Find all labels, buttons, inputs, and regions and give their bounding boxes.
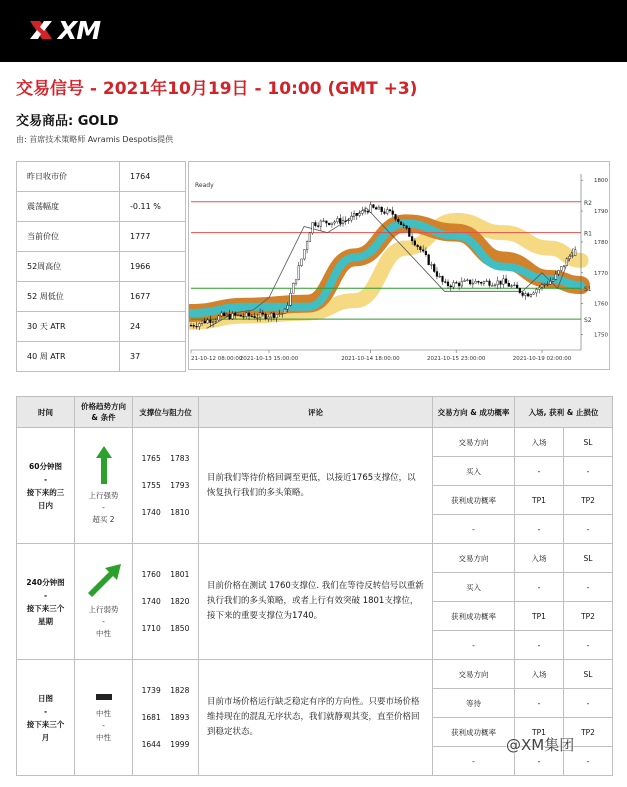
candle-body <box>339 218 341 223</box>
support-level: 1710 <box>141 624 161 633</box>
candle-body <box>298 266 300 280</box>
candle-body <box>417 245 419 247</box>
candle-body <box>281 313 283 314</box>
trade-detail-cell: TP1 <box>515 718 564 747</box>
candle-body <box>392 211 394 215</box>
resistance-level: 1893 <box>170 713 190 722</box>
resistance-level: 1810 <box>170 508 190 517</box>
candle-body <box>574 250 576 256</box>
candle-body <box>295 280 297 284</box>
trade-detail-cell: 获利成功概率 <box>433 486 515 515</box>
sr-pair <box>133 677 198 704</box>
candle-body <box>204 321 206 323</box>
candle-body <box>408 228 410 236</box>
candle-body <box>552 279 554 281</box>
candle-body <box>303 250 305 259</box>
candle-body <box>218 316 220 320</box>
candle-body <box>442 276 444 281</box>
x-tick-label: 2021-10-13 15:00:00 <box>239 356 299 362</box>
candle-body <box>212 321 214 322</box>
candle-body <box>436 272 438 277</box>
candle-body <box>262 313 264 314</box>
stat-value: 1764 <box>120 162 186 192</box>
candle-body <box>279 314 281 315</box>
candle-body <box>502 279 504 284</box>
candle-body <box>425 251 427 255</box>
timeframe-cell <box>17 428 75 544</box>
candle-body <box>276 314 278 317</box>
arrow-up-right-icon <box>87 564 121 598</box>
header-entry-levels: 入场, 获利 & 止损位 <box>515 397 613 428</box>
sr-pair <box>133 445 198 472</box>
trade-detail-cell: SL <box>564 428 613 457</box>
level-label: R1 <box>584 230 592 238</box>
candle-body <box>251 316 253 317</box>
candle-body <box>406 226 408 229</box>
timeframe-line: 60分钟图 <box>29 461 62 471</box>
trade-detail-cell: 获利成功概率 <box>433 718 515 747</box>
timeframe-line: 星期 <box>38 616 53 626</box>
timeframe-line: 接下来的三 <box>26 487 65 497</box>
candle-body <box>566 259 568 266</box>
candle-body <box>419 247 421 250</box>
stat-label: 52周高位 <box>17 252 120 282</box>
header-trend: 价格趋势方向 & 条件 <box>75 397 133 428</box>
candle-body <box>240 315 242 316</box>
header-direction: 交易方向 & 成功概率 <box>433 397 515 428</box>
trade-detail-cell: 等待 <box>433 689 515 718</box>
candle-body <box>232 313 234 318</box>
candle-body <box>198 323 200 326</box>
candle-body <box>359 213 361 215</box>
stats-row <box>17 192 186 222</box>
candle-body <box>314 222 316 225</box>
candle-body <box>469 280 471 284</box>
candle-body <box>254 316 256 317</box>
header-bar <box>0 0 627 62</box>
trade-detail-cell: - <box>515 515 564 544</box>
stat-label: 震荡幅度 <box>17 192 120 222</box>
trend-line: 上行强势 <box>88 490 119 500</box>
candle-body <box>549 281 551 284</box>
candle-body <box>571 256 573 257</box>
candle-body <box>267 317 269 319</box>
candle-body <box>530 294 532 296</box>
trade-detail-cell: SL <box>564 660 613 689</box>
price-chart-svg <box>189 162 611 371</box>
trend-line: 超买 2 <box>92 514 115 524</box>
candle-body <box>245 313 247 317</box>
candle-body <box>569 256 571 258</box>
candle-body <box>433 264 435 271</box>
stat-value: 24 <box>120 312 186 342</box>
resistance-level: 1999 <box>170 740 190 749</box>
stat-label: 当前价位 <box>17 222 120 252</box>
trade-detail-cell: - <box>433 515 515 544</box>
header-support-resistance: 支撑位与阻力位 <box>133 397 199 428</box>
resistance-level: 1820 <box>170 597 190 606</box>
candle-body <box>489 281 491 285</box>
candle-body <box>201 321 203 323</box>
timeframe-line: 日内 <box>38 500 53 510</box>
trade-detail-cell: 买入 <box>433 573 515 602</box>
y-tick-label: 1770 <box>594 270 608 277</box>
candle-body <box>541 284 543 287</box>
candle-body <box>381 207 383 212</box>
level-label: R2 <box>584 199 592 207</box>
stats-row <box>17 162 186 192</box>
trade-detail-cell: - <box>433 631 515 660</box>
candle-body <box>317 226 319 227</box>
candle-body <box>350 216 352 220</box>
stats-row <box>17 282 186 312</box>
timeframe-line: 接下来三个 <box>26 603 65 613</box>
candle-body <box>364 211 366 212</box>
trade-detail-cell: - <box>515 631 564 660</box>
timeframe-line: 接下来三个 <box>26 719 65 729</box>
table-row <box>17 660 613 689</box>
stats-row <box>17 252 186 282</box>
candle-body <box>331 223 333 225</box>
signal-table <box>16 396 613 776</box>
candle-body <box>193 325 195 326</box>
candle-body <box>538 287 540 289</box>
header-comment: 评论 <box>199 397 433 428</box>
timeframe-line: - <box>43 474 48 484</box>
stat-value: 1777 <box>120 222 186 252</box>
stat-value: 1966 <box>120 252 186 282</box>
sr-pair <box>133 472 198 499</box>
candle-body <box>533 293 535 294</box>
trade-detail-cell: - <box>515 457 564 486</box>
trade-detail-cell: - <box>515 573 564 602</box>
header-timeframe: 时间 <box>17 397 75 428</box>
candle-body <box>439 276 441 277</box>
candle-body <box>345 221 347 222</box>
candle-body <box>301 259 303 266</box>
chart-status-label: Ready <box>195 182 214 189</box>
author-byline: 由: 首席技术策略师 Avramis Despotis提供 <box>16 135 174 144</box>
timeframe-line: 日图 <box>38 693 53 703</box>
support-level: 1681 <box>141 713 161 722</box>
candle-body <box>323 221 325 222</box>
trade-detail-cell: 交易方向 <box>433 428 515 457</box>
table-row <box>17 544 613 573</box>
support-level: 1760 <box>141 570 161 579</box>
candle-body <box>234 313 236 315</box>
resistance-level: 1801 <box>170 570 190 579</box>
watermark: @XM集团 <box>506 736 575 754</box>
trade-detail-cell: TP1 <box>515 602 564 631</box>
y-tick-label: 1780 <box>594 239 608 246</box>
support-level: 1644 <box>141 740 161 749</box>
candle-body <box>259 313 261 318</box>
candle-body <box>375 208 377 210</box>
x-tick-label: 2021-10-14 18:00:00 <box>341 356 400 362</box>
trade-detail-cell: SL <box>564 544 613 573</box>
trade-detail-cell: 获利成功概率 <box>433 602 515 631</box>
candle-body <box>207 320 209 323</box>
trend-line: 中性 <box>96 708 111 718</box>
candle-body <box>367 211 369 212</box>
comment-cell: 目前我们等待价格回调至更低，以接近1765支撑位，以恢复执行我们的多头策略。 <box>199 428 433 544</box>
candle-body <box>431 264 433 265</box>
candle-body <box>461 281 463 285</box>
trend-line: 中性 <box>96 628 111 638</box>
candle-body <box>519 288 521 292</box>
sr-pair <box>133 588 198 615</box>
candle-body <box>337 218 339 221</box>
timeframe-cell <box>17 660 75 776</box>
support-level: 1740 <box>141 508 161 517</box>
candle-body <box>544 284 546 285</box>
candle-body <box>422 250 424 251</box>
candle-body <box>395 214 397 219</box>
candle-body <box>522 293 524 296</box>
candle-body <box>248 313 250 316</box>
trade-detail-cell: 买入 <box>433 457 515 486</box>
candle-body <box>353 213 355 216</box>
stats-row <box>17 312 186 342</box>
candle-body <box>229 314 231 319</box>
trend-line: - <box>102 616 105 626</box>
stat-label: 40 周 ATR <box>17 342 120 372</box>
candle-body <box>384 212 386 214</box>
sr-pair <box>133 615 198 642</box>
resistance-level: 1850 <box>170 624 190 633</box>
candle-body <box>348 220 350 221</box>
timeframe-line: 240分钟图 <box>26 577 65 587</box>
x-tick-label: 21-10-12 08:00:00 <box>191 356 243 362</box>
trend-line: 上行弱势 <box>88 604 119 614</box>
trade-detail-cell: 交易方向 <box>433 660 515 689</box>
trend-line: - <box>102 502 105 512</box>
candle-body <box>505 279 507 283</box>
candle-body <box>458 283 460 286</box>
candle-body <box>478 281 480 282</box>
candle-body <box>500 281 502 284</box>
candle-body <box>480 282 482 283</box>
trade-detail-cell: - <box>564 573 613 602</box>
trend-line: 中性 <box>96 732 111 742</box>
trade-detail-cell: - <box>564 515 613 544</box>
candle-body <box>494 285 496 286</box>
stats-row <box>17 222 186 252</box>
candle-body <box>284 309 286 313</box>
trade-detail-cell: 入场 <box>515 428 564 457</box>
candle-body <box>464 280 466 281</box>
market-stats-table <box>16 161 186 372</box>
candle-body <box>555 274 557 279</box>
support-level: 1740 <box>141 597 161 606</box>
candle-body <box>560 266 562 270</box>
comment-cell: 目前市场价格运行缺乏稳定有序的方向性。只要市场价格维持现在的混乱无序状态，我们就静观其变，直至价格回到稳定状态。 <box>199 660 433 776</box>
stat-value: -0.11 % <box>120 192 186 222</box>
sr-pair <box>133 561 198 588</box>
candle-body <box>516 285 518 288</box>
resistance-level: 1793 <box>170 481 190 490</box>
support-resistance-cell <box>133 544 199 660</box>
support-resistance-cell <box>133 428 199 544</box>
candle-body <box>306 242 308 250</box>
candle-body <box>414 241 416 245</box>
candle-body <box>226 314 228 316</box>
candle-body <box>444 282 446 283</box>
candle-body <box>547 284 549 285</box>
trade-detail-cell: 交易方向 <box>433 544 515 573</box>
candle-body <box>483 282 485 284</box>
candle-body <box>491 285 493 286</box>
candle-body <box>290 293 292 305</box>
trade-detail-cell: TP1 <box>515 486 564 515</box>
y-tick-label: 1790 <box>594 209 608 216</box>
table-row <box>17 428 613 457</box>
resistance-level: 1783 <box>170 454 190 463</box>
y-tick-label: 1750 <box>594 332 608 339</box>
x-tick-label: 2021-10-19 02:00:00 <box>512 356 572 362</box>
candle-body <box>511 286 513 287</box>
candle-body <box>513 285 515 286</box>
trade-detail-cell: - <box>564 747 613 776</box>
support-level: 1739 <box>141 686 161 695</box>
candle-body <box>373 205 375 208</box>
candle-body <box>400 222 402 225</box>
trade-detail-cell: TP2 <box>564 718 613 747</box>
candle-body <box>196 326 198 327</box>
candle-body <box>209 320 211 323</box>
candle-body <box>243 316 245 317</box>
candle-body <box>237 315 239 316</box>
x-tick-label: 2021-10-15 23:00:00 <box>426 356 486 362</box>
candle-body <box>466 280 468 281</box>
stat-label: 30 天 ATR <box>17 312 120 342</box>
trend-line: - <box>102 720 105 730</box>
candle-body <box>312 222 314 232</box>
timeframe-cell <box>17 544 75 660</box>
support-level: 1755 <box>141 481 161 490</box>
trend-cell <box>75 428 133 544</box>
candle-body <box>397 219 399 222</box>
level-label: S1 <box>584 286 592 294</box>
instrument-label: 交易商品: GOLD <box>16 114 119 129</box>
candle-body <box>497 281 499 285</box>
candle-body <box>334 222 336 223</box>
candle-body <box>472 283 474 284</box>
candle-body <box>508 283 510 286</box>
trade-detail-cell: TP2 <box>564 602 613 631</box>
brand-logo[interactable] <box>28 14 100 46</box>
y-tick-label: 1800 <box>594 178 608 185</box>
trade-detail-cell: - <box>515 689 564 718</box>
resistance-level: 1828 <box>170 686 190 695</box>
candle-body <box>486 281 488 282</box>
candle-body <box>328 223 330 225</box>
level-label: S2 <box>584 317 592 325</box>
candle-body <box>536 289 538 293</box>
candle-body <box>386 210 388 214</box>
trade-detail-cell: 入场 <box>515 544 564 573</box>
candle-body <box>342 221 344 224</box>
support-resistance-cell <box>133 660 199 776</box>
candle-body <box>270 313 272 317</box>
timeframe-line: - <box>43 590 48 600</box>
candle-body <box>411 237 413 241</box>
stats-row <box>17 342 186 372</box>
y-tick-label: 1760 <box>594 301 608 308</box>
trade-detail-cell: - <box>564 457 613 486</box>
trade-detail-cell: 入场 <box>515 660 564 689</box>
timeframe-line: - <box>43 706 48 716</box>
candle-body <box>287 305 289 309</box>
stat-value: 37 <box>120 342 186 372</box>
candle-body <box>256 318 258 319</box>
candle-body <box>265 314 267 319</box>
candle-body <box>475 281 477 283</box>
candle-body <box>190 325 192 326</box>
candle-body <box>455 282 457 283</box>
candle-body <box>563 266 565 267</box>
candle-body <box>215 320 217 321</box>
candle-body <box>389 210 391 211</box>
trade-detail-cell: - <box>433 747 515 776</box>
candle-body <box>450 286 452 287</box>
flat-dash-icon <box>96 692 112 702</box>
sr-pair <box>133 704 198 731</box>
trend-cell <box>75 660 133 776</box>
stat-label: 52 周低位 <box>17 282 120 312</box>
candle-body <box>370 205 372 213</box>
candle-body <box>320 221 322 226</box>
candle-body <box>292 283 294 293</box>
comment-cell: 目前价格在测试 1760支撑位. 我们在等待反转信号以重新执行我们的多头策略，或者上行有效突破 1801支撑位，接下来的重要支撑位为1740。 <box>199 544 433 660</box>
xm-logo-icon <box>28 19 54 41</box>
candle-body <box>527 294 529 297</box>
signal-table-header <box>17 397 613 428</box>
arrow-up-icon <box>96 446 112 484</box>
candle-body <box>378 207 380 209</box>
candle-body <box>273 313 275 318</box>
trade-detail-cell: TP2 <box>564 486 613 515</box>
price-chart <box>188 161 610 370</box>
candle-body <box>403 225 405 226</box>
sr-pair <box>133 731 198 758</box>
candle-body <box>525 294 527 296</box>
candle-body <box>356 213 358 215</box>
candle-body <box>447 282 449 286</box>
candle-body <box>221 313 223 316</box>
trend-cell <box>75 544 133 660</box>
timeframe-line: 月 <box>41 732 50 742</box>
page-title: 交易信号 - 2021年10月19日 - 10:00 (GMT +3) <box>16 79 418 99</box>
candle-body <box>223 313 225 316</box>
candle-body <box>326 221 328 223</box>
support-level: 1765 <box>141 454 161 463</box>
stat-value: 1677 <box>120 282 186 312</box>
brand-name: XM <box>58 15 101 45</box>
candle-body <box>453 282 455 287</box>
stat-label: 昨日收市价 <box>17 162 120 192</box>
candle-body <box>361 211 363 214</box>
trade-detail-cell: - <box>515 747 564 776</box>
sr-pair <box>133 499 198 526</box>
candle-body <box>428 255 430 265</box>
candle-body <box>558 270 560 274</box>
trade-detail-cell: - <box>564 631 613 660</box>
candle-body <box>309 233 311 242</box>
trade-detail-cell: - <box>564 689 613 718</box>
